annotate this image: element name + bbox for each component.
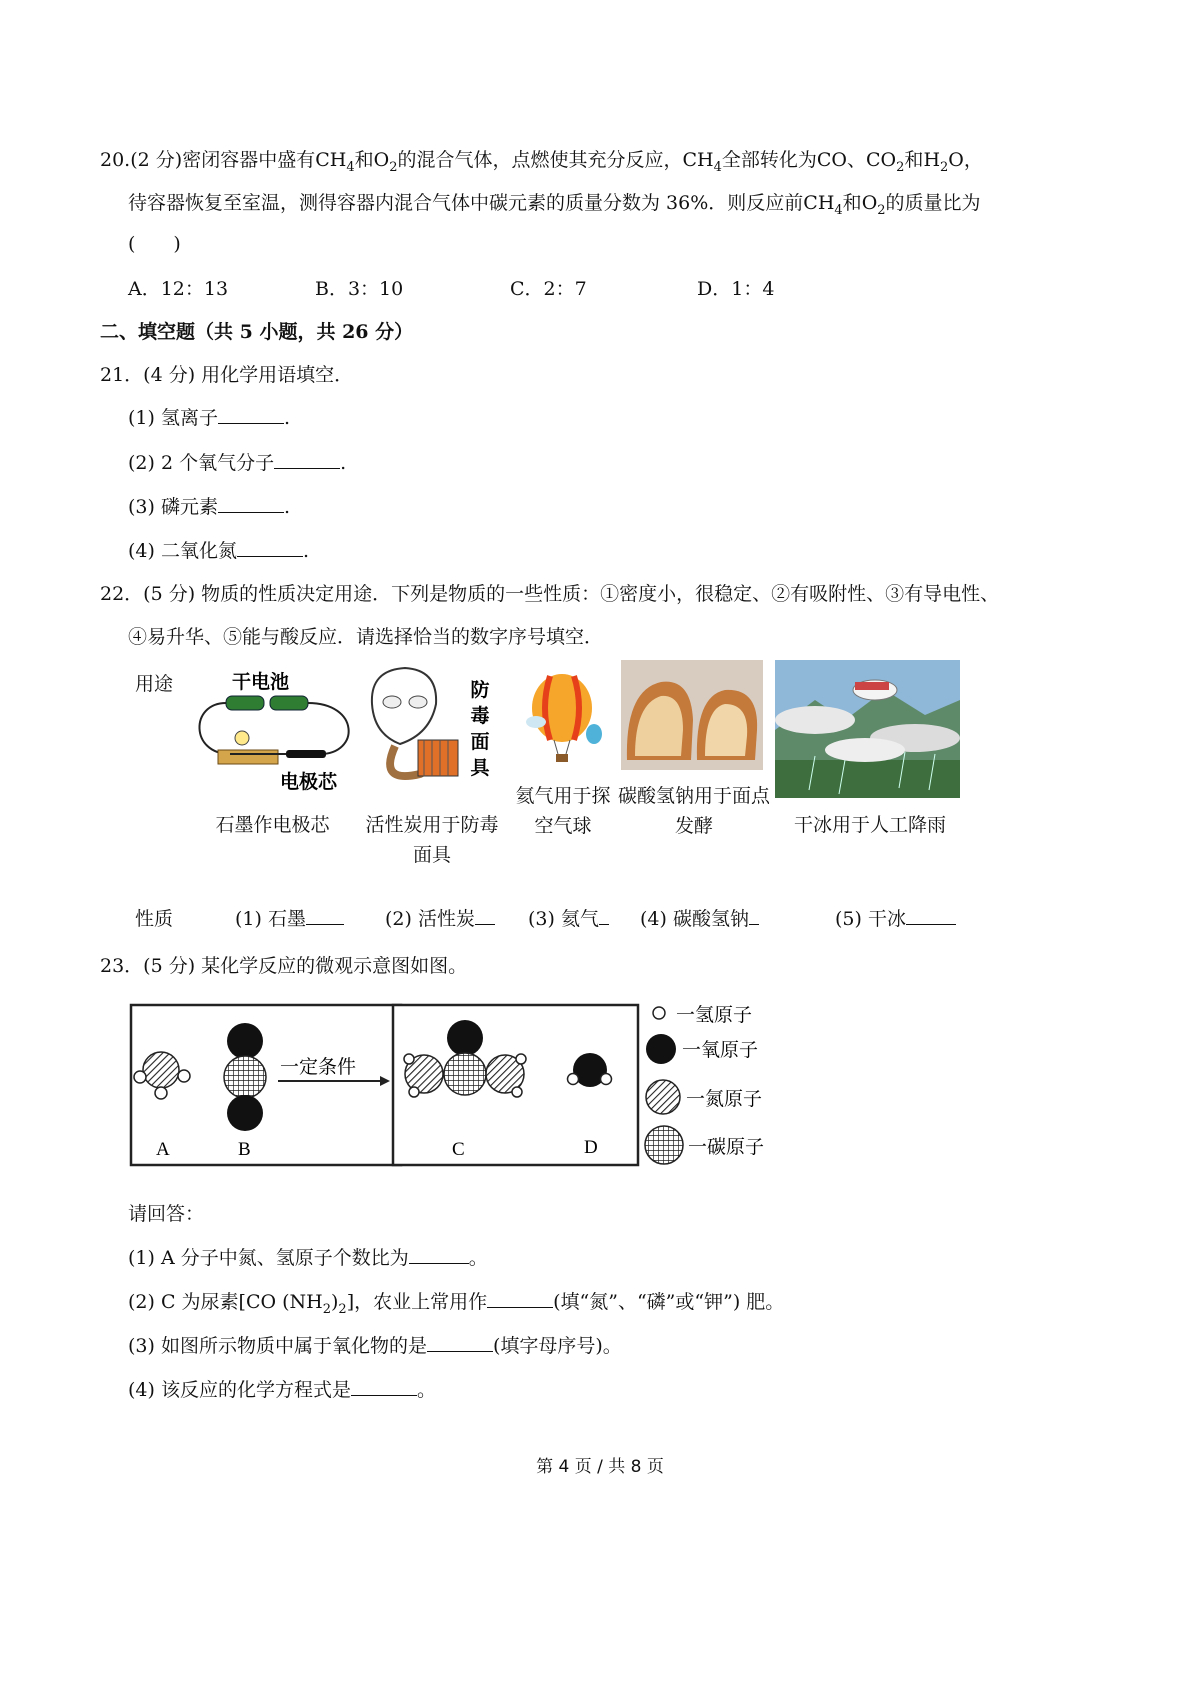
svg-text:毒: 毒 bbox=[470, 705, 490, 727]
q23-ask: 请回答： bbox=[128, 1203, 205, 1225]
answer-blank[interactable] bbox=[306, 906, 344, 925]
page-number: 第 4 页 / 共 8 页 bbox=[536, 1457, 664, 1477]
answer-blank[interactable] bbox=[409, 1245, 469, 1264]
svg-text:面: 面 bbox=[470, 731, 490, 753]
legend-nitrogen: 一氮原子 bbox=[686, 1088, 763, 1110]
q23-stem: 23．(5 分) 某化学反应的微观示意图如图。 bbox=[100, 955, 468, 977]
legend-oxygen: 一氧原子 bbox=[682, 1039, 759, 1061]
label-a: A bbox=[156, 1139, 170, 1160]
answer-blank[interactable] bbox=[218, 405, 284, 424]
q22-prop-5: (5) 干冰 bbox=[835, 905, 956, 933]
q23-sub-3: (3) 如图所示物质中属于氧化物的是 (填字母序号)。 bbox=[128, 1335, 622, 1357]
battery-label: 干电池 bbox=[232, 671, 290, 693]
caption-helium: 氦气用于探空气球 bbox=[515, 785, 611, 837]
answer-blank[interactable] bbox=[475, 906, 495, 925]
caption-activated-carbon: 活性炭用于防毒面具 bbox=[365, 814, 499, 866]
q22-line2: ④易升华、⑤能与酸反应．请选择恰当的数字序号填空． bbox=[128, 626, 604, 648]
electrode-label: 电极芯 bbox=[280, 771, 338, 793]
q23-sub-2: (2) C 为尿素[CO $(NH_2)_2$]，农业上常用作 (填“氮”、“磷”或“钾”) 肥。 bbox=[128, 1291, 785, 1317]
legend-hydrogen: 一氢原子 bbox=[676, 1004, 753, 1026]
q21-item-1: (1) 氢离子 . bbox=[128, 407, 291, 429]
answer-blank[interactable] bbox=[351, 1377, 417, 1396]
answer-blank[interactable] bbox=[906, 906, 956, 925]
answer-blank[interactable] bbox=[218, 494, 284, 513]
q21-item-3: (3) 磷元素 . bbox=[128, 496, 291, 518]
bread-image bbox=[621, 660, 763, 770]
caption-dry-ice: 干冰用于人工降雨 bbox=[793, 814, 946, 836]
q20-option-b: B．3：10 bbox=[315, 278, 404, 300]
q20-option-c: C．2：7 bbox=[510, 278, 587, 300]
q21-stem: 21．(4 分) 用化学用语填空． bbox=[100, 364, 354, 386]
balloon-image bbox=[520, 670, 610, 770]
q22-prop-label: 性质 bbox=[135, 908, 174, 930]
svg-text:防: 防 bbox=[470, 679, 490, 701]
legend-hydrogen-icon bbox=[653, 1007, 665, 1019]
answer-blank[interactable] bbox=[274, 450, 340, 469]
q20-line2: 待容器恢复至室温，测得容器内混合气体中碳元素的质量分数为 36%．则反应前$CH_4$和$O_2$的质量比为 bbox=[128, 192, 981, 218]
answer-blank[interactable] bbox=[427, 1333, 493, 1352]
legend-carbon-icon bbox=[645, 1126, 683, 1164]
caption-baking-soda: 碳酸氢钠用于面点发酵 bbox=[618, 785, 771, 837]
label-b: B bbox=[238, 1139, 251, 1160]
q22-prop-2: (2) 活性炭 bbox=[385, 905, 495, 933]
battery-circuit-image bbox=[190, 664, 360, 804]
artificial-rain-image bbox=[775, 660, 960, 798]
svg-text:具: 具 bbox=[470, 757, 490, 779]
q21-item-4: (4) 二氧化氮 . bbox=[128, 540, 310, 562]
q22-prop-1: (1) 石墨 bbox=[235, 905, 344, 933]
label-d: D bbox=[584, 1137, 598, 1158]
answer-blank[interactable] bbox=[749, 906, 759, 925]
q20-line1: 20.(2 分)密闭容器中盛有$CH_4$和$O_2$的混合气体，点燃使其充分反应，$CH_4$全部转化为CO、$CO_2$和$H_2O$， bbox=[100, 149, 983, 175]
q22-prop-3: (3) 氦气 bbox=[528, 905, 609, 933]
reaction-diagram bbox=[128, 995, 788, 1175]
q20-answer-paren: ( ) bbox=[128, 233, 181, 255]
legend-nitrogen-icon bbox=[646, 1080, 680, 1114]
q21-item-2: (2) 2 个氧气分子 . bbox=[128, 452, 347, 474]
q23-sub-4: (4) 该反应的化学方程式是 。 bbox=[128, 1379, 436, 1401]
label-c: C bbox=[452, 1139, 465, 1160]
answer-blank[interactable] bbox=[599, 906, 609, 925]
q22-line1: 22．(5 分) 物质的性质决定用途．下列是物质的一些性质：①密度小，很稳定、②有吸附性、③有导电性、 bbox=[100, 583, 1000, 605]
answer-blank[interactable] bbox=[237, 538, 303, 557]
q22-use-label: 用途 bbox=[135, 673, 174, 695]
legend-carbon: 一碳原子 bbox=[688, 1136, 765, 1158]
condition-label: 一定条件 bbox=[280, 1056, 357, 1078]
caption-graphite: 石墨作电极芯 bbox=[215, 814, 330, 836]
section-heading: 二、填空题（共 5 小题，共 26 分） bbox=[100, 321, 414, 343]
q23-sub-1: (1) A 分子中氮、氢原子个数比为 。 bbox=[128, 1247, 488, 1269]
q20-option-d: D．1：4 bbox=[697, 278, 775, 300]
gas-mask-image bbox=[360, 664, 500, 804]
answer-blank[interactable] bbox=[487, 1289, 553, 1308]
q20-option-a: A．12：13 bbox=[128, 278, 229, 300]
legend-oxygen-icon bbox=[646, 1034, 676, 1064]
q22-prop-4: (4) 碳酸氢钠 bbox=[640, 905, 759, 933]
